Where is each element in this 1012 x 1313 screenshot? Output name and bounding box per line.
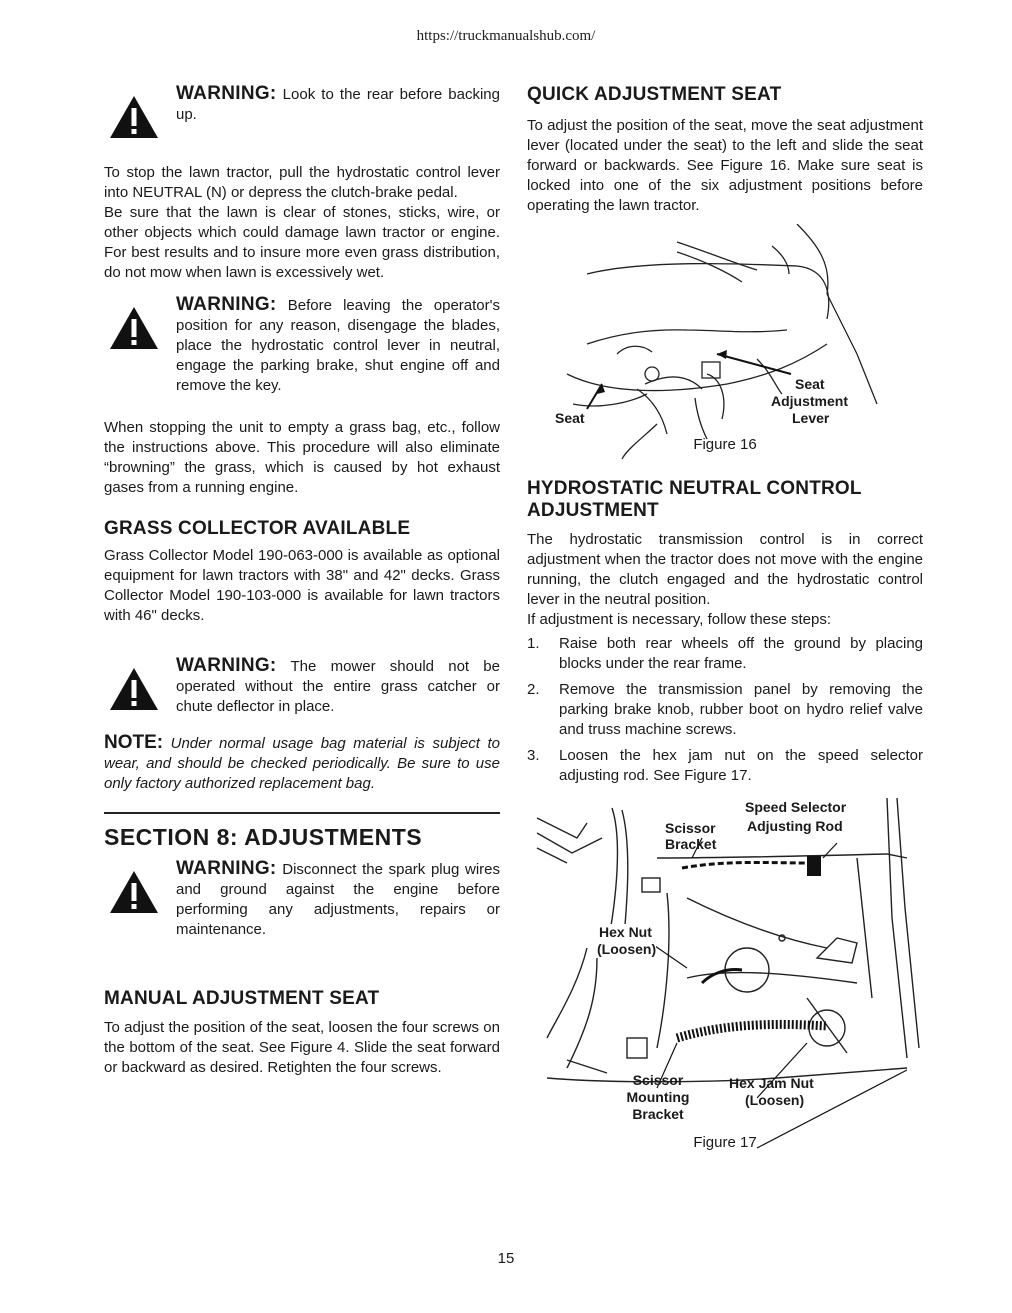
adjustment-steps [527, 634, 923, 786]
quick-seat-text: To adjust the position of the seat, move the seat adjustment lever (located under the seat) to the left and slide the seat forward or backwards. See Figure 16. Make sure seat is locked into one of the six adjustment positions before operating the lawn tractor. [527, 117, 923, 214]
figure-17-caption: Figure 17 [693, 1134, 757, 1151]
hydrostatic-heading-line1: HYDROSTATIC NEUTRAL CONTROL [527, 478, 862, 499]
warning-triangle-icon [108, 666, 160, 712]
warning-backing-up [104, 84, 500, 125]
hydrostatic-text: The hydrostatic transmission control is in correct adjustment when the tractor does not move with the engine running, the clutch engaged and the hydrostatic control lever in the neutral position. [527, 531, 923, 608]
label-seat: Seat [555, 410, 585, 426]
warning-text: Disconnect the spark plug wires and ground against the engine before performing any adjustments, repairs or maintenance. [176, 861, 500, 938]
label-seat-adjustment-lever-line1: Seat [795, 376, 825, 392]
grass-collector-text: Grass Collector Model 190-063-000 is available as optional equipment for lawn tractors with 38" and 42" decks. Grass Collector Model 190-103-000 is available for lawn tractors with 46" decks. [104, 547, 500, 624]
hydro-linkage-illustration [527, 798, 923, 1158]
hydrostatic-heading-line2: ADJUSTMENT [527, 500, 659, 521]
label-scissor-mounting-line1: Scissor [632, 1072, 684, 1088]
list-item: 1. Raise both rear wheels off the ground by placing blocks under the rear frame. [527, 635, 923, 672]
label-scissor-bracket-line2: Bracket [665, 836, 717, 852]
figure-16-caption: Figure 16 [693, 436, 757, 453]
hydrostatic-if-text: If adjustment is necessary, follow these steps: [527, 611, 832, 628]
list-item: 2. Remove the transmission panel by removing the parking brake knob, rubber boot on hydro relief valve and truss machine screws. [527, 681, 923, 738]
label-speed-selector-line1: Speed Selector [745, 799, 847, 815]
quick-seat-heading: QUICK ADJUSTMENT SEAT [527, 84, 782, 105]
label-hex-jam-nut-line1: Hex Jam Nut [729, 1075, 814, 1091]
section-divider [104, 812, 500, 814]
grass-collector-heading: GRASS COLLECTOR AVAILABLE [104, 518, 411, 539]
warning-triangle-icon [108, 305, 160, 351]
figure-17 [527, 798, 923, 1158]
warning-spark-plug [104, 859, 500, 940]
label-hex-jam-nut-line2: (Loosen) [745, 1092, 805, 1108]
list-item: 3. Loosen the hex jam nut on the speed selector adjusting rod. See Figure 17. [527, 747, 923, 784]
page-number: 15 [497, 1250, 515, 1267]
note-label: NOTE: [104, 732, 164, 753]
label-seat-adjustment-lever-line3: Lever [792, 410, 830, 426]
left-column [104, 82, 500, 1078]
right-column [527, 82, 923, 1158]
warning-triangle-icon [108, 94, 160, 140]
warning-grass-catcher [104, 656, 500, 717]
label-speed-selector-line2: Adjusting Rod [747, 818, 843, 834]
warning-text: Before leaving the operator's position for any reason, disengage the blades, place the hydrostatic control lever in neutral, engage the parking brake, shut engine off and remove the key. [176, 297, 500, 394]
warning-leaving-seat [104, 295, 500, 396]
warning-triangle-icon [108, 869, 160, 915]
warning-text: Look to the rear before backing up. [176, 86, 500, 123]
warning-label: WARNING: [176, 655, 277, 676]
manual-seat-text: To adjust the position of the seat, loosen the four screws on the bottom of the seat. See Figure 4. Slide the seat forward or backward as desired. Retighten the four screws. [104, 1019, 500, 1076]
label-seat-adjustment-lever-line2: Adjustment [771, 393, 848, 409]
header-url: https://truckmanualshub.com/ [416, 28, 596, 44]
section-heading: SECTION 8: ADJUSTMENTS [104, 824, 423, 850]
note-text: Under normal usage bag material is subject to wear, and should be checked periodically. Be sure to use only factory authorized replacement bag. [104, 735, 500, 792]
label-scissor-bracket-line1: Scissor [665, 820, 716, 836]
warning-text: The mower should not be operated without the entire grass catcher or chute deflector in place. [176, 658, 500, 715]
para-grass-bag: When stopping the unit to empty a grass bag, etc., follow the instructions above. This procedure will also eliminate “browning” the grass, which is caused by hot exhaust gases from a running engine. [104, 419, 500, 496]
label-hex-nut-line1: Hex Nut [599, 924, 652, 940]
para-stop-tractor: To stop the lawn tractor, pull the hydrostatic control lever into NEUTRAL (N) or depress the clutch-brake pedal. [104, 164, 500, 201]
manual-seat-heading: MANUAL ADJUSTMENT SEAT [104, 988, 380, 1009]
label-scissor-mounting-line2: Mounting [626, 1089, 690, 1105]
note-bag-material [104, 733, 500, 794]
warning-label: WARNING: [176, 83, 277, 104]
label-hex-nut-line2: (Loosen) [597, 941, 657, 957]
label-scissor-mounting-line3: Bracket [632, 1106, 684, 1122]
warning-label: WARNING: [176, 294, 277, 315]
para-lawn-clear: Be sure that the lawn is clear of stones, sticks, wire, or other objects which could damage lawn tractor or engine. For best results and to insure more even grass distribution, do not mow when lawn is excessively wet. [104, 204, 500, 281]
figure-16 [527, 224, 923, 486]
warning-label: WARNING: [176, 858, 277, 879]
